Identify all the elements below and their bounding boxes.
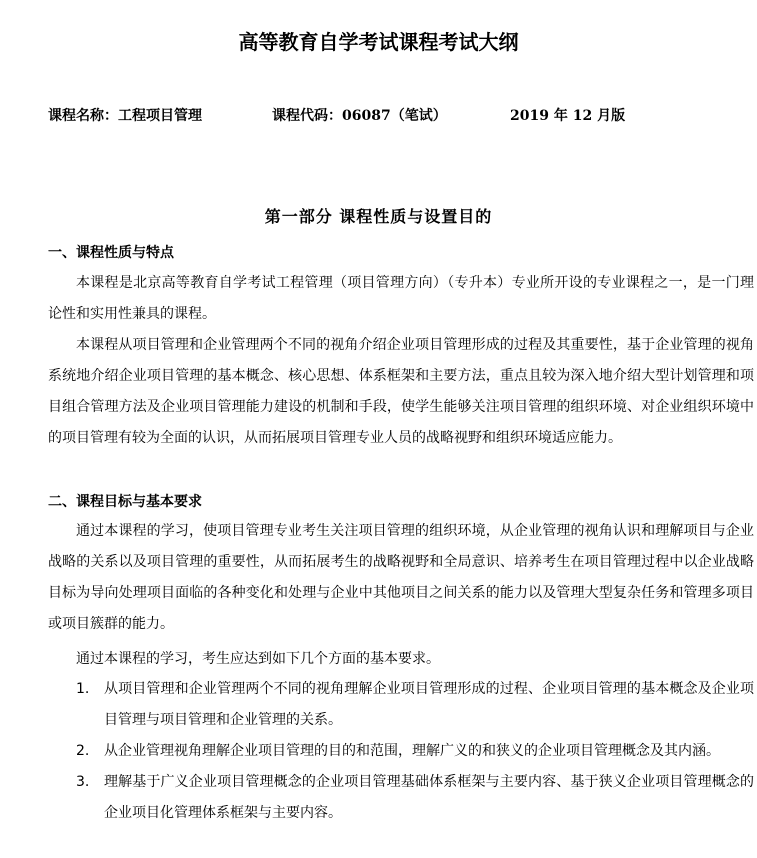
list-text: 理解基于广义企业项目管理概念的企业项目管理基础体系框架与主要内容、基于狭义企业项目管理概念的企业项目化管理体系框架与主要内容。 xyxy=(104,774,754,821)
paragraph: 通过本课程的学习，考生应达到如下几个方面的基本要求。 xyxy=(76,651,440,667)
course-name: 课程名称：工程项目管理 xyxy=(48,108,202,124)
list-number: 3. xyxy=(76,774,90,790)
list-text: 从企业管理视角理解企业项目管理的目的和范围，理解广义的和狭义的企业项目管理概念及其内涵。 xyxy=(104,743,720,759)
paragraph: 本课程从项目管理和企业管理两个不同的视角介绍企业项目管理形成的过程及其重要性，基于企业管理的视角系统地介绍企业项目管理的基本概念、核心思想、体系框架和主要方法，重点且较为深入地介绍大型计划管理和项目组合管理方法及企业项目管理能力建设的机制和手段，使学生能够关注项目管理的组织环境、对企业组织环境中的项目管理有较为全面的认识，从而拓展项目管理专业人员的战略视野和组织环境适应能力。 xyxy=(48,337,754,446)
list-number: 2. xyxy=(76,743,90,759)
list-item xyxy=(48,674,754,736)
document-title: 高等教育自学考试课程考试大纲 xyxy=(238,30,519,54)
list-text: 从项目管理和企业管理两个不同的视角理解企业项目管理形成的过程、企业项目管理的基本概念及企业项目管理与项目管理和企业管理的关系。 xyxy=(104,681,754,728)
section-heading-1: 一、课程性质与特点 xyxy=(48,245,174,261)
section-heading-2: 二、课程目标与基本要求 xyxy=(48,494,202,510)
requirements-list xyxy=(48,674,754,829)
paragraph: 通过本课程的学习，使项目管理专业考生关注项目管理的组织环境，从企业管理的视角认识和理解项目与企业战略的关系以及项目管理的重要性，从而拓展考生的战略视野和全局意识、培养考生在项目管理过程中以企业战略目标为导向处理项目面临的各种变化和处理与企业中其他项目之间关系的能力以及管理大型复杂任务和管理多项目或项目簇群的能力。 xyxy=(48,523,754,632)
list-item xyxy=(48,767,754,829)
list-item xyxy=(48,736,754,767)
paragraph: 本课程是北京高等教育自学考试工程管理（项目管理方向）（专升本）专业所开设的专业课程之一，是一门理论性和实用性兼具的课程。 xyxy=(48,275,754,322)
edition-date: 2019 年 12 月版 xyxy=(510,108,626,124)
list-number: 1. xyxy=(76,681,90,697)
part-title: 第一部分 课程性质与设置目的 xyxy=(264,207,493,226)
course-code: 课程代码：06087（笔试） xyxy=(272,108,447,124)
